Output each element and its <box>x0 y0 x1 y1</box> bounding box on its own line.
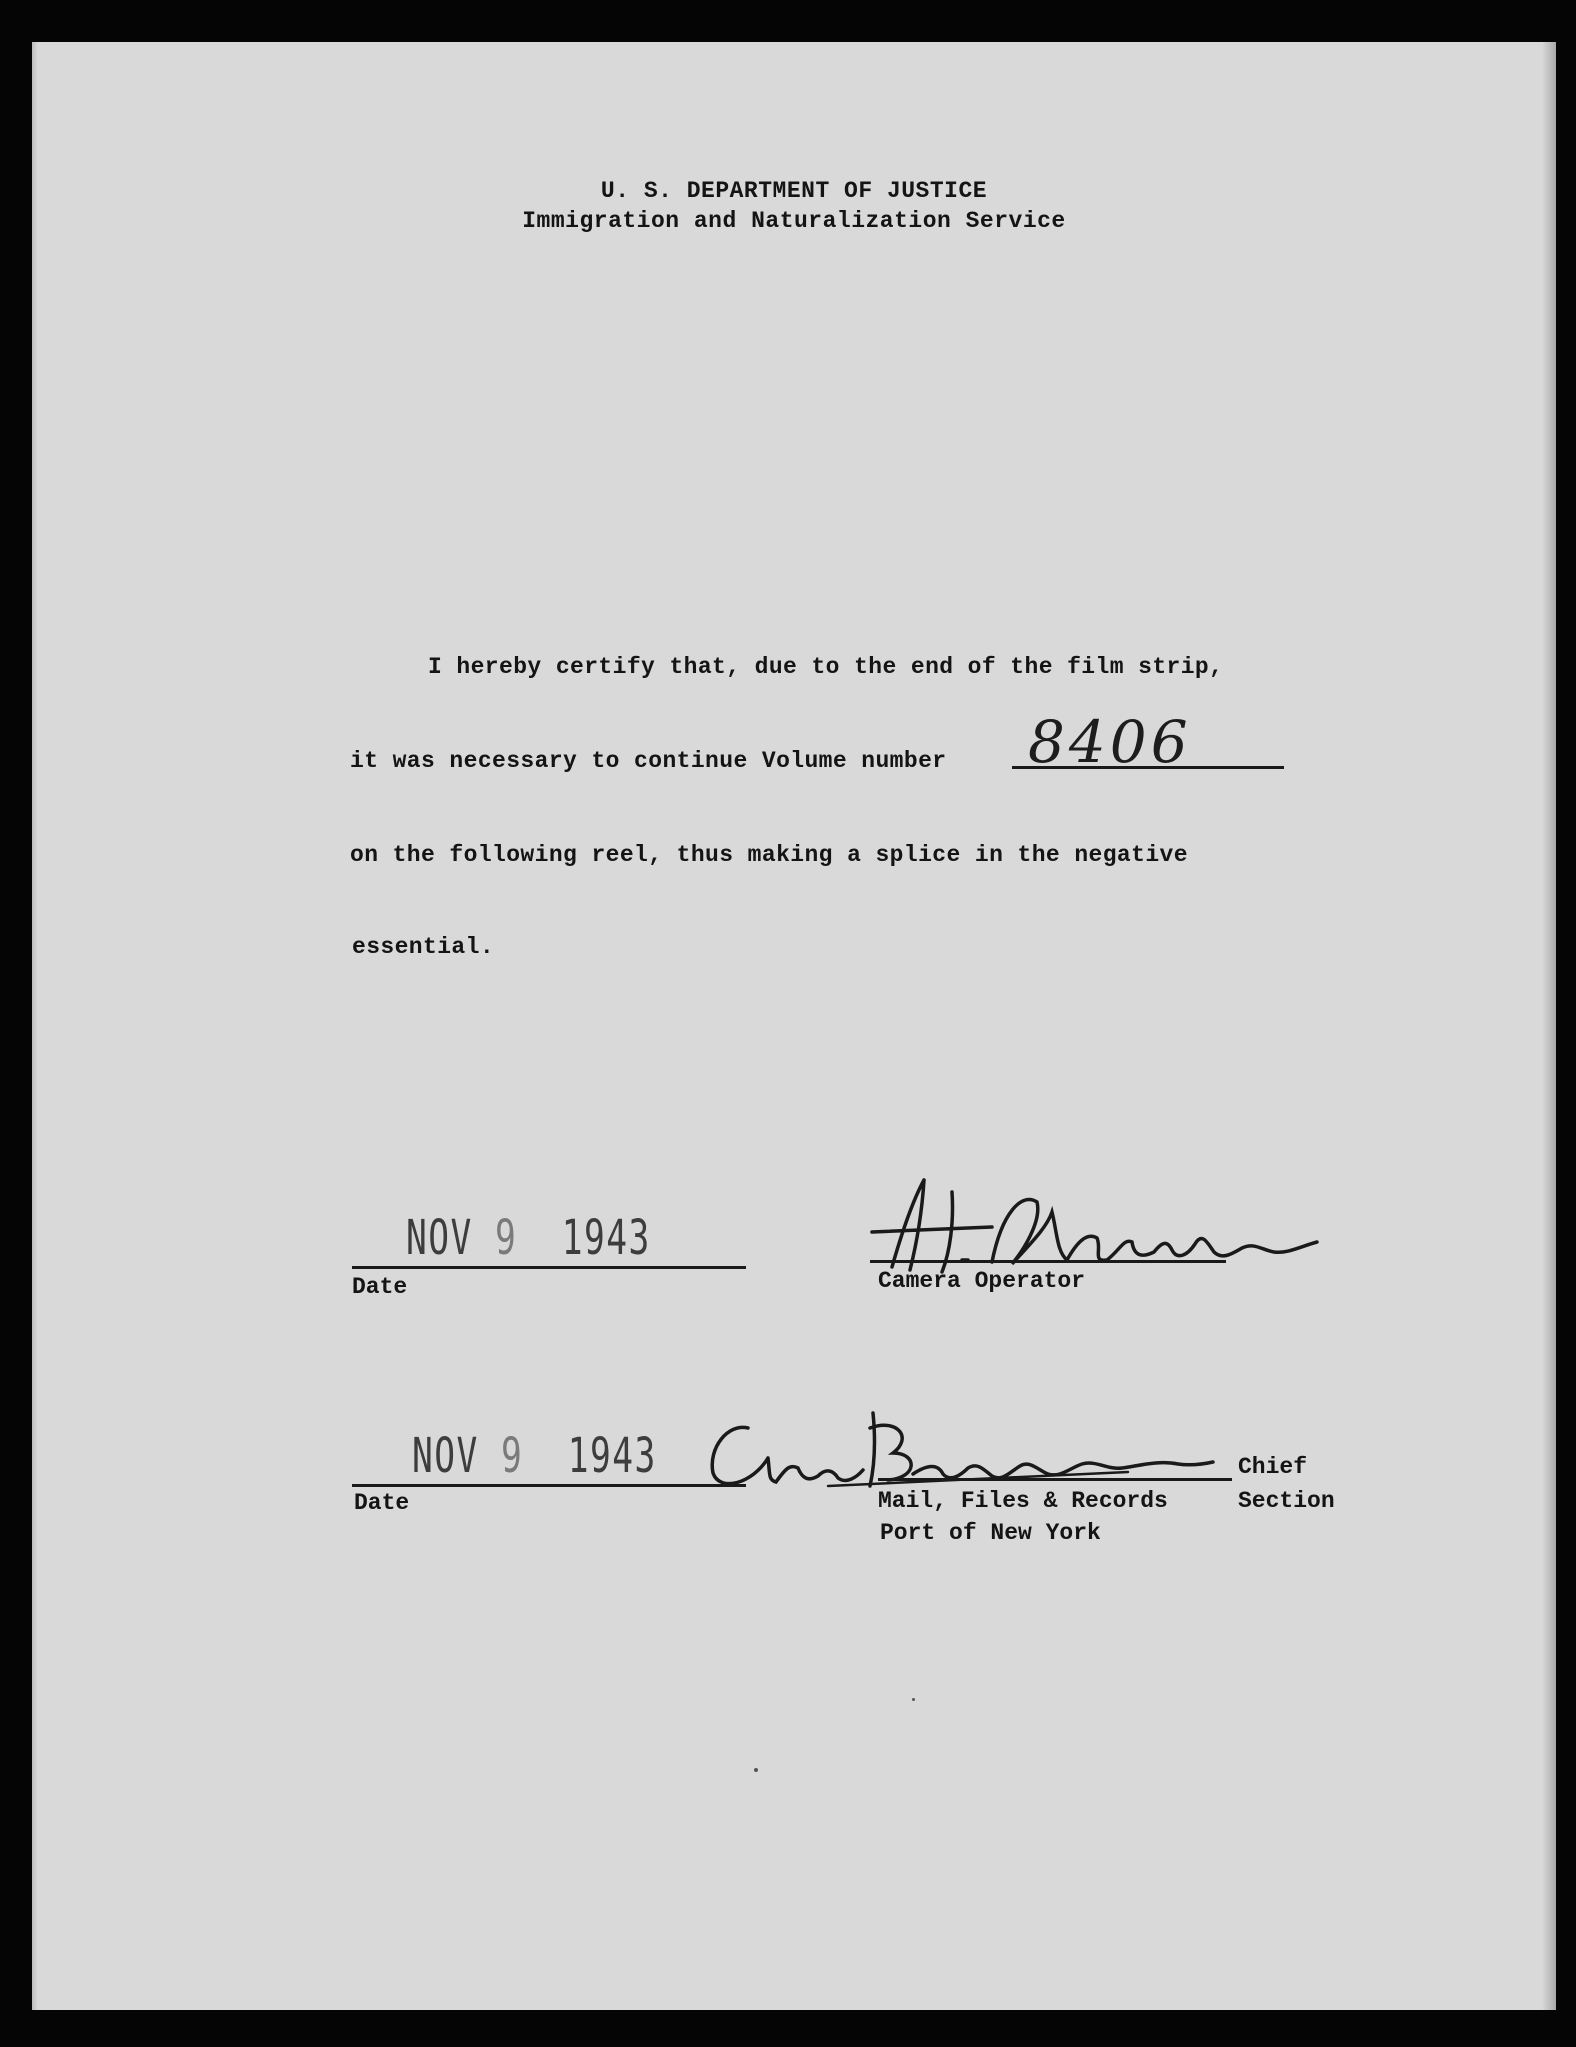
date-line-operator <box>352 1266 746 1269</box>
signature-line-chief <box>878 1478 1232 1481</box>
stamp-year: 1943 <box>561 1210 651 1266</box>
chief-signature-text: Geo. Baccaro <box>698 1398 706 1399</box>
certificate-line-1: I hereby certify that, due to the end of the film strip, <box>428 654 1224 680</box>
camera-operator-label: Camera Operator <box>878 1268 1086 1294</box>
camera-operator-signature-text: H. Alexander <box>862 1172 870 1173</box>
scan-edge-left <box>32 42 38 2010</box>
scan-speck <box>754 1768 758 1772</box>
chief-title-label: Chief <box>1238 1454 1308 1480</box>
camera-operator-signature <box>862 1172 1322 1282</box>
section-label: Section <box>1238 1488 1335 1514</box>
certificate-line-3: on the following reel, thus making a splice in the negative <box>350 842 1188 868</box>
department-heading: U. S. DEPARTMENT OF JUSTICE <box>600 178 988 204</box>
volume-number: 8406 <box>1028 708 1192 776</box>
volume-number-line <box>1012 766 1284 769</box>
date-label-operator: Date <box>352 1274 408 1300</box>
stamp-month: NOV <box>412 1428 479 1484</box>
date-line-chief <box>352 1484 746 1487</box>
date-stamp-operator <box>406 1210 651 1266</box>
scan-edge-right <box>1542 42 1556 2010</box>
service-heading: Immigration and Naturalization Service <box>522 208 1066 234</box>
certificate-line-4: essential. <box>352 934 495 960</box>
document-page <box>32 42 1556 2010</box>
chief-signature <box>698 1398 1218 1498</box>
date-stamp-chief <box>412 1428 657 1484</box>
certificate-line-2: it was necessary to continue Volume number <box>350 748 947 774</box>
stamp-month: NOV <box>406 1210 473 1266</box>
stamp-day: 9 <box>494 1210 518 1266</box>
date-label-chief: Date <box>354 1490 410 1516</box>
stamp-year: 1943 <box>567 1428 657 1484</box>
stamp-day: 9 <box>500 1428 524 1484</box>
port-of-new-york-label: Port of New York <box>880 1520 1101 1546</box>
scan-speck <box>912 1698 915 1701</box>
mail-files-records-label: Mail, Files & Records <box>878 1488 1168 1514</box>
